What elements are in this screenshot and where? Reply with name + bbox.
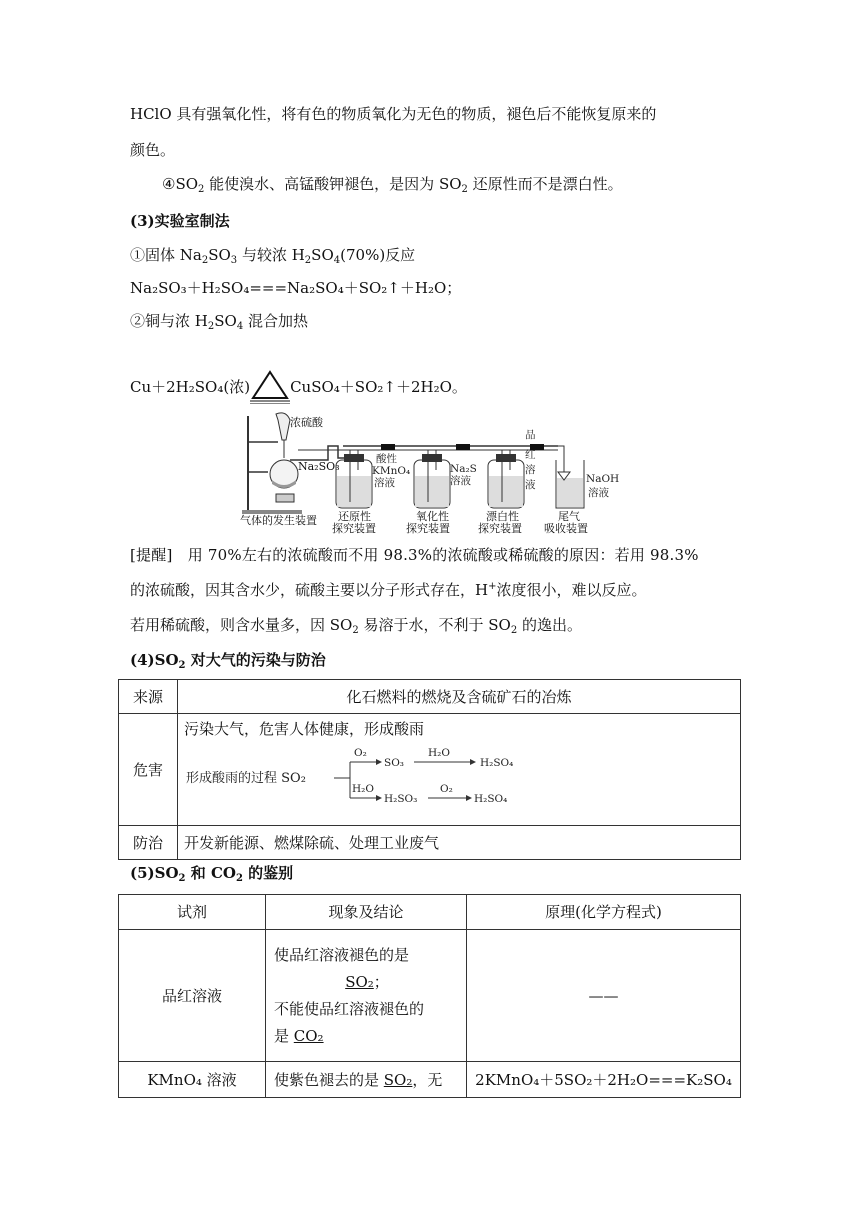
bottle-na2s [414, 450, 450, 508]
harm-text: 污染大气，危害人体健康，形成酸雨 [184, 720, 425, 738]
method-2: ②铜与浓 $H_2SO_4$ 混合加热 [130, 312, 308, 332]
heading-lab-preparation: (3)实验室制法 [130, 212, 230, 230]
label-b2-2: 溶液 [450, 475, 471, 487]
dropping-funnel [276, 413, 290, 440]
label-b3-bottom-2: 探究装置 [478, 522, 522, 535]
label-generator: 气体的发生装置 [240, 514, 317, 527]
tip-line-1: [提醒] 用 70%左右的浓硫酸而不用 98.3%的浓硫酸或稀硫酸的原因：若用 98.3% [130, 546, 699, 564]
label-h2so4-a: H₂SO₄ [480, 757, 514, 769]
pollution-table [118, 679, 741, 860]
label-b3-1: 品 [525, 429, 536, 441]
bottle-pinkdye [488, 450, 524, 508]
label-b4-bottom-1: 尾气 [558, 510, 580, 523]
label-so3: SO₃ [384, 757, 405, 769]
beaker-naoh [556, 446, 584, 508]
label-b1-1: 酸性 [376, 453, 397, 465]
label-h2so3: H₂SO₃ [384, 793, 418, 805]
cell-kmno4-phenomenon: 使紫色褪去的是 SO₂，无 [266, 1062, 467, 1098]
method-1: ①固体 $Na_2SO_3$ 与较浓 $H_2SO_4(70\%)$反应 [130, 246, 416, 266]
label-b3-4: 液 [525, 479, 536, 491]
label-b2-bottom-1: 氧化性 [416, 510, 449, 523]
identification-table [118, 894, 741, 1098]
label-b1-3: 溶液 [374, 477, 395, 489]
header-reagent: 试剂 [119, 895, 266, 930]
rain-label: 形成酸雨的过程 SO₂ [186, 771, 306, 786]
label-b1-bottom-2: 探究装置 [332, 522, 376, 535]
cell-prevention-value: 开发新能源、燃煤除硫、处理工业废气 [178, 826, 741, 860]
paragraph-hclo-end: 颜色。 [130, 141, 176, 159]
equation-1: Na₂SO₃＋H₂SO₄===Na₂SO₄＋SO₂↑＋H₂O； [130, 279, 462, 297]
paragraph-hclo: HClO 具有强氧化性，将有色的物质氧化为无色的物质，褪色后不能恢复原来的 [130, 105, 657, 123]
label-h2o-b: H₂O [352, 783, 374, 795]
acid-rain-diagram [184, 744, 584, 810]
label-b3-3: 溶 [525, 464, 536, 476]
header-phenomenon: 现象及结论 [266, 895, 467, 930]
label-b2-1: Na₂S [450, 463, 477, 475]
cell-harm-value [178, 714, 741, 826]
label-na2so3: Na₂SO₃ [298, 460, 340, 473]
equation-2: Cu＋2H₂SO₄(浓) CuSO₄＋SO₂↑＋2H₂O。 [130, 376, 467, 398]
cell-pinkdye-phenomenon: 使品红溶液褪色的是 SO₂； 不能使品红溶液褪色的 是 CO₂ [266, 930, 467, 1062]
cell-kmno4-equation: 2KMnO₄＋5SO₂＋2H₂O===K₂SO₄ [467, 1062, 741, 1098]
heading-identification: $(5)SO_2$ 和 $CO_2$ 的鉴别 [130, 864, 294, 884]
cell-harm-key: 危害 [119, 714, 178, 826]
label-h2so4-b: H₂SO₄ [474, 793, 508, 805]
cell-prevention-key: 防治 [119, 826, 178, 860]
cell-pinkdye-reagent: 品红溶液 [119, 930, 266, 1062]
heat-triangle-icon [250, 370, 290, 404]
label-o2-b: O₂ [440, 783, 453, 795]
cell-source-value: 化石燃料的燃烧及含硫矿石的冶炼 [178, 680, 741, 714]
note-4: $④SO_2$ 能使溴水、高锰酸钾褪色，是因为 $SO_2$ 还原性而不是漂白性。 [162, 175, 623, 195]
heading-pollution: $(4)SO_2$ 对大气的污染与防治 [130, 651, 326, 671]
label-conc-acid: 浓硫酸 [290, 416, 323, 429]
cell-kmno4-reagent: KMnO₄ 溶液 [119, 1062, 266, 1098]
label-o2: O₂ [354, 747, 367, 759]
label-b1-bottom-1: 还原性 [338, 510, 371, 523]
apparatus-diagram [238, 410, 628, 536]
label-b4-1: NaOH [586, 473, 620, 485]
label-b1-2: KMnO₄ [372, 465, 411, 477]
cell-pinkdye-equation: —— [467, 930, 741, 1062]
cell-source-key: 来源 [119, 680, 178, 714]
label-b4-bottom-2: 吸收装置 [544, 522, 588, 535]
label-h2o-a: H₂O [428, 747, 450, 759]
label-b3-2: 红 [525, 449, 536, 461]
header-principle: 原理(化学方程式) [467, 895, 741, 930]
label-b2-bottom-2: 探究装置 [406, 522, 450, 535]
tip-line-2: 的浓硫酸，因其含水少，硫酸主要以分子形式存在，H+浓度很小，难以反应。 [130, 581, 647, 599]
tip-line-3: 若用稀硫酸，则含水量多，因 $SO_2$ 易溶于水，不利于 $SO_2$ 的逸出。 [130, 616, 582, 636]
label-b4-2: 溶液 [588, 487, 609, 499]
label-b3-bottom-1: 漂白性 [486, 510, 519, 523]
